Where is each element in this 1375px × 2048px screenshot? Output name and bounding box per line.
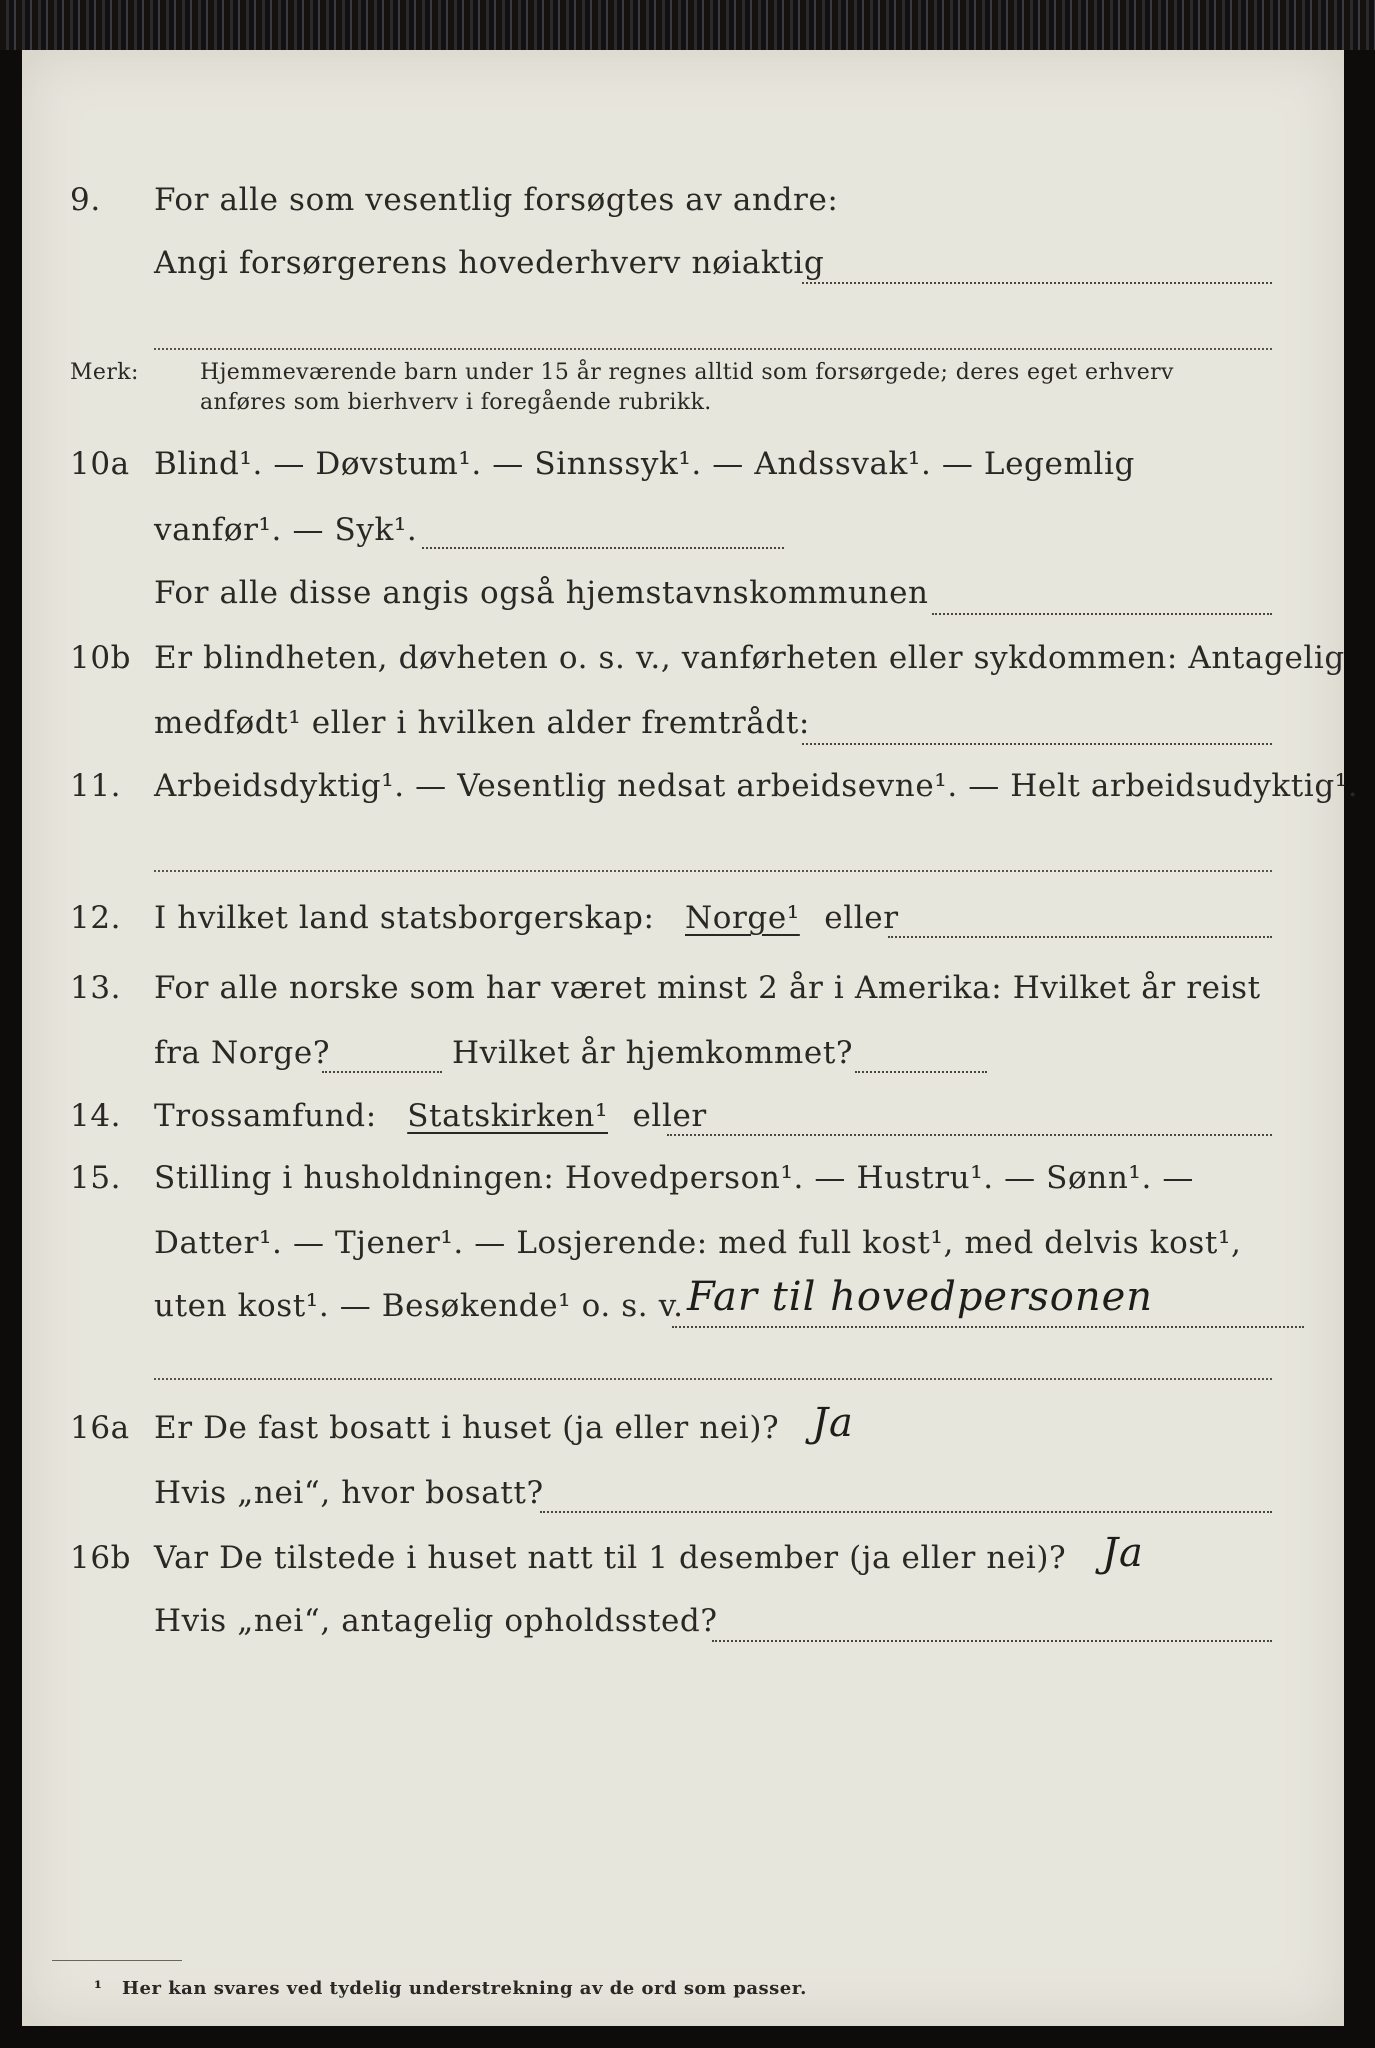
question-text: eller (632, 1098, 707, 1134)
answer-line[interactable] (672, 1326, 1304, 1328)
question-text: Trossamfund: (154, 1098, 377, 1134)
selected-option[interactable]: Statskirken¹ (407, 1098, 609, 1134)
answer-line[interactable] (422, 547, 784, 549)
question-number: 12. (70, 900, 122, 936)
note-label: Merk: (70, 360, 139, 385)
answer-line[interactable] (888, 936, 1272, 938)
answer-line[interactable] (802, 282, 1272, 284)
question-text: eller (824, 900, 899, 936)
question-number: 10b (70, 640, 132, 676)
question-text: medfødt¹ eller i hvilken alder fremtrådt: (154, 705, 810, 741)
question-number: 15. (70, 1160, 122, 1196)
answer-line[interactable] (154, 1378, 1272, 1380)
question-text: I hvilket land statsborgerskap: (154, 900, 655, 936)
question-text: Var De tilstede i huset natt til 1 desember (ja eller nei)? (154, 1540, 1067, 1576)
footnote-mark: ¹ (94, 1978, 103, 1999)
answer-line[interactable] (667, 1134, 1272, 1136)
question-number: 13. (70, 970, 122, 1006)
question-text: Hvilket år hjemkommet? (452, 1035, 854, 1071)
question-text: Er blindheten, døvheten o. s. v., vanførheten eller sykdommen: Antagelig (154, 640, 1345, 676)
question-text: For alle norske som har været minst 2 år i Amerika: Hvilket år reist (154, 970, 1261, 1006)
note-text: anføres som bierhverv i foregående rubrikk. (200, 390, 712, 415)
handwritten-answer[interactable]: Ja (812, 1400, 854, 1446)
answer-line[interactable] (154, 348, 1272, 350)
question-text: Stilling i husholdningen: Hovedperson¹. — Hustru¹. — Sønn¹. — (154, 1160, 1194, 1196)
question-text: Angi forsørgerens hovederhverv nøiaktig (154, 245, 825, 281)
question-number: 10a (70, 446, 130, 482)
question-text: uten kost¹. — Besøkende¹ o. s. v. (154, 1288, 684, 1324)
selected-option[interactable]: Norge¹ (685, 900, 800, 936)
question-number: 9. (70, 182, 101, 218)
question-text: Hvis „nei“, hvor bosatt? (154, 1475, 544, 1511)
census-form-page (22, 50, 1359, 2026)
question-text: Er De fast bosatt i huset (ja eller nei)? (154, 1410, 780, 1446)
question-text: vanfør¹. — Syk¹. (154, 512, 418, 548)
question-text: Arbeidsdyktig¹. — Vesentlig nedsat arbeidsevne¹. — Helt arbeidsudyktig¹. (154, 768, 1359, 804)
question-number: 16b (70, 1540, 132, 1576)
answer-line[interactable] (802, 743, 1272, 745)
question-text: fra Norge? (154, 1035, 331, 1071)
scan-edge (0, 0, 1375, 50)
question-text: Datter¹. — Tjener¹. — Losjerende: med full kost¹, med delvis kost¹, (154, 1225, 1242, 1261)
question-number: 11. (70, 768, 122, 804)
question-number: 14. (70, 1098, 122, 1134)
answer-line[interactable] (932, 613, 1272, 615)
question-number: 16a (70, 1410, 130, 1446)
answer-line[interactable] (154, 870, 1272, 872)
answer-line[interactable] (855, 1071, 987, 1073)
question-text: Hvis „nei“, antagelig opholdssted? (154, 1603, 718, 1639)
handwritten-answer[interactable]: Ja (1102, 1530, 1144, 1576)
question-text: For alle som vesentlig forsøgtes av andre: (154, 182, 839, 218)
handwritten-answer[interactable]: Far til hovedpersonen (687, 1274, 1154, 1320)
question-text: Blind¹. — Døvstum¹. — Sinnssyk¹. — Andssvak¹. — Legemlig (154, 446, 1135, 482)
footnote-text: Her kan svares ved tydelig understrekning av de ord som passer. (122, 1978, 807, 1999)
answer-line[interactable] (322, 1071, 442, 1073)
question-text: For alle disse angis også hjemstavnskommunen (154, 575, 929, 611)
footnote-rule (52, 1960, 182, 1961)
answer-line[interactable] (712, 1640, 1272, 1642)
note-text: Hjemmeværende barn under 15 år regnes alltid som forsørgede; deres eget erhverv (200, 360, 1174, 385)
answer-line[interactable] (540, 1511, 1272, 1513)
